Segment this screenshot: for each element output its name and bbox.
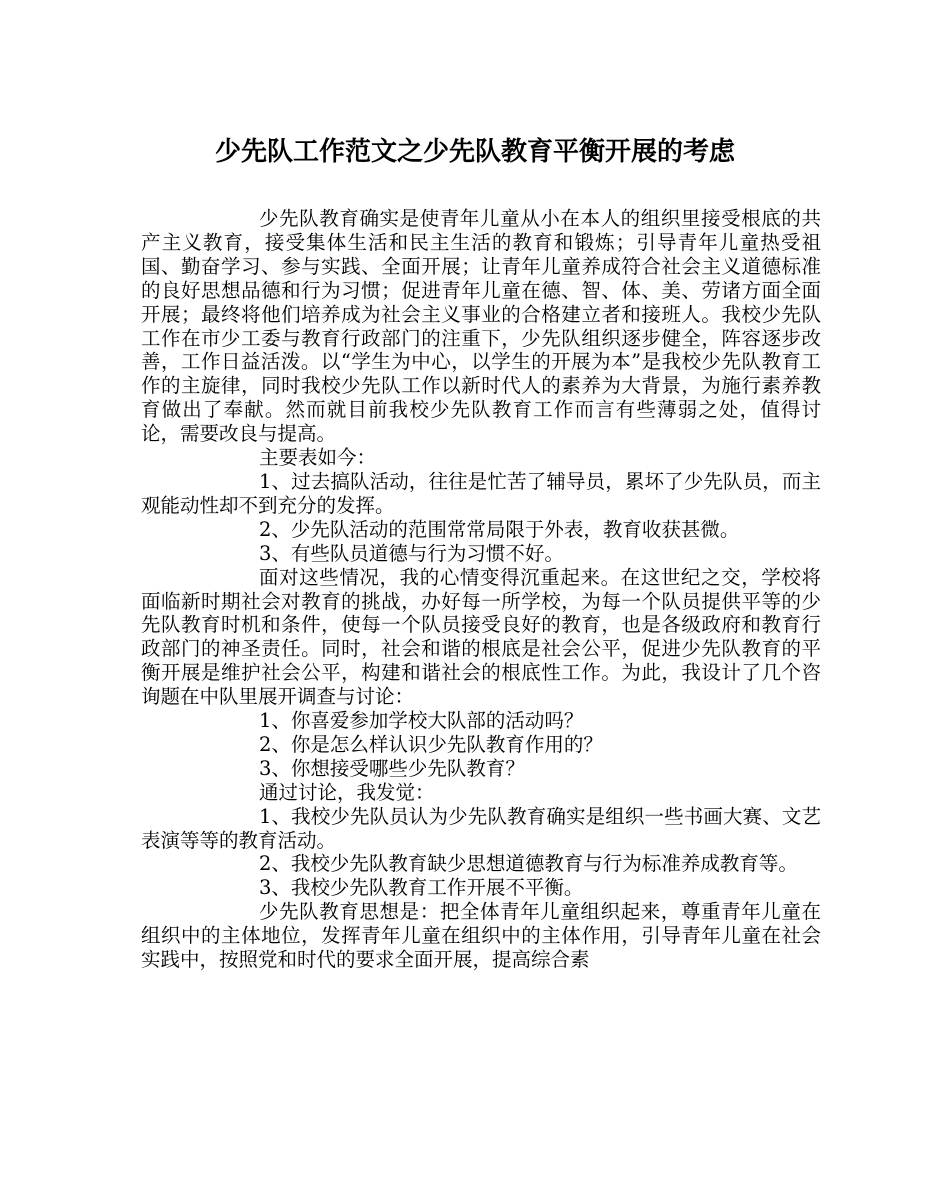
paragraph: 面对这些情况，我的心情变得沉重起来。在这世纪之交，学校将面临新时期社会对教育的挑战，办好每一所学校，为每一个队员提供平等的少先队教育时机和条件，使每一个队员接受良好的教育，也是各级政府和教育行政部门的神圣责任。同时，社会和谐的根底是社会公平，促进少先队教育的平衡开展是维护社会公平，构建和谐社会的根底性工作。为此，我设计了几个咨询题在中队里展开调查与讨论： bbox=[141, 565, 821, 709]
paragraph: 主要表如今： bbox=[259, 446, 377, 470]
paragraph: 3、你想接受哪些少先队教育？ bbox=[259, 756, 525, 780]
paragraph: 少先队教育确实是使青年儿童从小在本人的组织里接受根底的共产主义教育，接受集体生活和民主生活的教育和锻炼；引导青年儿童热受祖国、勤奋学习、参与实践、全面开展；让青年儿童养成符合社会主义道德标准的良好思想品德和行为习惯；促进青年儿童在德、智、体、美、劳诸方面全面开展；最终将他们培养成为社会主义事业的合格建立者和接班人。我校少先队工作在市少工委与教育行政部门的注重下，少先队组织逐步健全，阵容逐步改善，工作日益活泼。以“学生为中心，以学生的开展为本”是我校少先队教育工作的主旋律，同时我校少先队工作以新时代人的素养为大背景，为施行素养教育做出了奉献。然而就目前我校少先队教育工作而言有些薄弱之处，值得讨论，需要改良与提高。 bbox=[141, 207, 821, 446]
paragraph: 1、我校少先队员认为少先队教育确实是组织一些书画大赛、文艺表演等等的教育活动。 bbox=[141, 804, 821, 852]
paragraph: 3、有些队员道德与行为习惯不好。 bbox=[259, 541, 564, 565]
document-body bbox=[141, 207, 821, 972]
paragraph: 3、我校少先队教育工作开展不平衡。 bbox=[259, 876, 584, 900]
paragraph: 通过讨论，我发觉： bbox=[259, 780, 435, 804]
document-title: 少先队工作范文之少先队教育平衡开展的考虑 bbox=[214, 137, 735, 167]
paragraph: 2、少先队活动的范围常常局限于外表，教育收获甚微。 bbox=[259, 517, 740, 541]
paragraph: 2、你是怎么样认识少先队教育作用的？ bbox=[259, 732, 603, 756]
paragraph: 2、我校少先队教育缺少思想道德教育与行为标准养成教育等。 bbox=[259, 852, 798, 876]
paragraph: 少先队教育思想是：把全体青年儿童组织起来，尊重青年儿童在组织中的主体地位，发挥青年儿童在组织中的主体作用，引导青年儿童在社会实践中，按照党和时代的要求全面开展，提高综合素 bbox=[141, 900, 821, 972]
paragraph: 1、你喜爱参加学校大队部的活动吗？ bbox=[259, 709, 584, 733]
paragraph: 1、过去搞队活动，往往是忙苦了辅导员，累坏了少先队员，而主观能动性却不到充分的发挥。 bbox=[141, 469, 821, 517]
